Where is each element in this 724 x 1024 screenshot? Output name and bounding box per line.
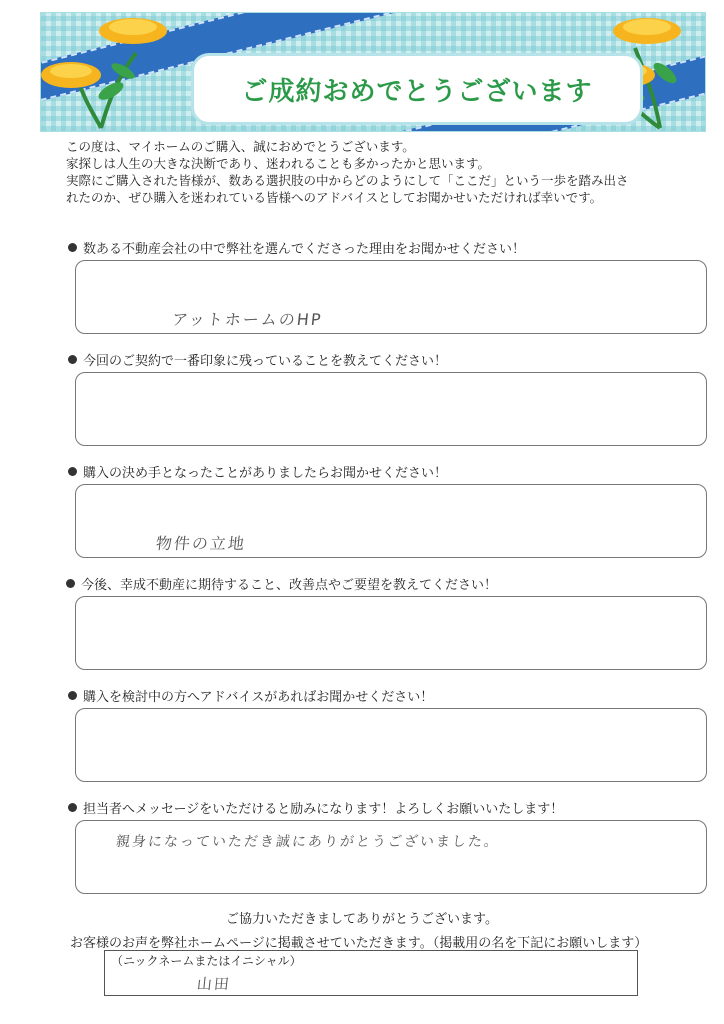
bullet-icon bbox=[66, 579, 75, 588]
nickname-label: （ニックネームまたはイニシャル） bbox=[111, 954, 302, 968]
intro-text bbox=[66, 138, 676, 206]
page-title: ご成約おめでとうございます bbox=[241, 76, 593, 107]
question-label bbox=[68, 350, 447, 369]
header-banner bbox=[40, 12, 706, 132]
answer-box[interactable] bbox=[75, 820, 707, 894]
question-label bbox=[66, 574, 497, 593]
publish-notice: お客様のお声を弊社ホームページに掲載させていただきます。（掲載用の名を下記にお願いします） bbox=[70, 936, 648, 951]
thanks-text: ご協力いただきましてありがとうございます。 bbox=[226, 912, 498, 927]
question-text: 担当者へメッセージをいただけると励みになります！よろしくお願いいたします！ bbox=[83, 802, 564, 817]
answer-box[interactable] bbox=[75, 708, 707, 782]
bullet-icon bbox=[68, 803, 77, 812]
bullet-icon bbox=[68, 243, 77, 252]
nickname-field[interactable] bbox=[104, 950, 638, 996]
answer-handwriting: 物件の立地 bbox=[154, 534, 247, 553]
question-text: 今回のご契約で一番印象に残っていることを教えてください！ bbox=[83, 354, 448, 369]
intro-line: この度は、マイホームのご購入、誠におめでとうございます。 bbox=[66, 139, 415, 154]
bullet-icon bbox=[68, 691, 77, 700]
title-box bbox=[191, 53, 643, 125]
question-label bbox=[68, 798, 563, 817]
answer-box[interactable] bbox=[75, 372, 707, 446]
question-text: 購入の決め手となったことがありましたらお聞かせください！ bbox=[83, 466, 448, 481]
flower-icon bbox=[41, 13, 191, 131]
question-label bbox=[68, 462, 447, 481]
answer-box[interactable] bbox=[75, 596, 707, 670]
question-text: 今後、幸成不動産に期待すること、改善点やご要望を教えてください！ bbox=[81, 578, 498, 593]
bullet-icon bbox=[68, 355, 77, 364]
answer-handwriting: アットホームのHP bbox=[170, 310, 324, 329]
nickname-handwriting: 山田 bbox=[196, 975, 232, 993]
intro-line: 実際にご購入された皆様が、数ある選択肢の中からどのようにして「ここだ」という一歩を踏み出さ bbox=[66, 173, 629, 188]
question-label bbox=[68, 686, 433, 705]
answer-box[interactable] bbox=[75, 484, 707, 558]
bullet-icon bbox=[68, 467, 77, 476]
question-label bbox=[68, 238, 525, 257]
intro-line: 家探しは人生の大きな決断であり、迷われることも多かったかと思います。 bbox=[66, 156, 491, 171]
intro-line: れたのか、ぜひ購入を迷われている皆様へのアドバイスとしてお聞かせいただければ幸いです。 bbox=[66, 190, 603, 205]
answer-handwriting: 親身になっていただき誠にありがとうございました。 bbox=[115, 834, 501, 850]
question-text: 数ある不動産会社の中で弊社を選んでくださった理由をお聞かせください！ bbox=[83, 242, 526, 257]
question-text: 購入を検討中の方へアドバイスがあればお聞かせください！ bbox=[83, 690, 434, 705]
answer-box[interactable] bbox=[75, 260, 707, 334]
